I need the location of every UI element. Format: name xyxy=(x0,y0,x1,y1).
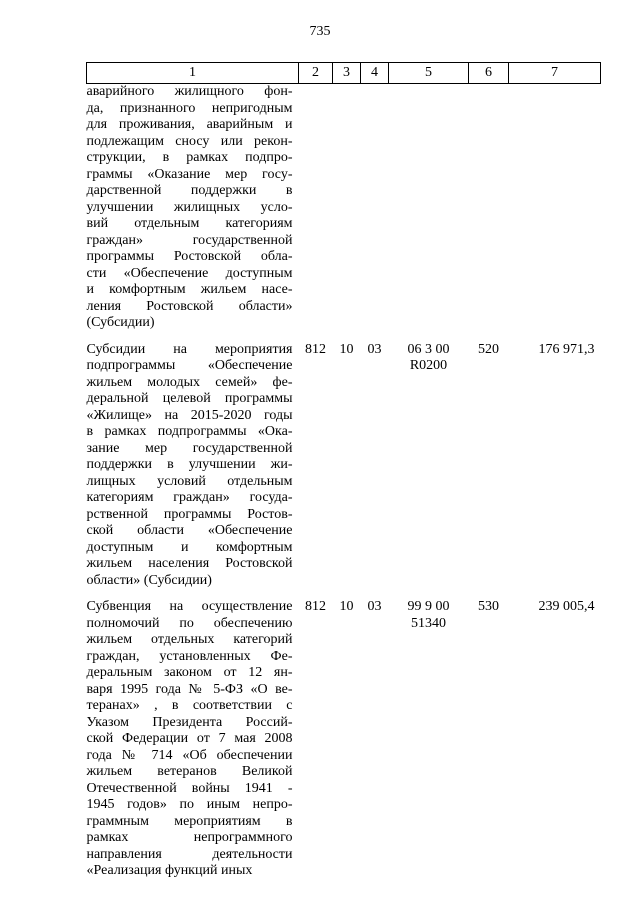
description-line: деральным законом от 12 ян- xyxy=(86,665,293,680)
description-line: зание мер государственной xyxy=(86,440,293,456)
row-amount xyxy=(509,84,601,332)
description-line: да, признанного непригодным xyxy=(86,100,293,116)
description-line: вий отдельным категориям xyxy=(86,216,293,231)
description-line: жильем населения Ростовской xyxy=(86,556,293,571)
description-line: Субвенция на осуществление xyxy=(86,599,293,614)
description-line: дарственной поддержки в xyxy=(86,183,293,198)
row-description xyxy=(87,332,299,590)
description-line: и комфортным жильем насе- xyxy=(86,282,293,297)
description-line: жильем молодых семей» фе- xyxy=(86,374,293,390)
description-line: в рамках подпрограммы «Ока- xyxy=(86,424,293,439)
description-line: доступным и комфортным xyxy=(86,539,293,555)
description-line: граммным мероприятиям в xyxy=(86,813,293,829)
row-expense-type-code: 530 xyxy=(478,599,499,614)
description-line: рственной программы Ростов- xyxy=(86,506,293,522)
row-expense-type-code: 520 xyxy=(478,341,499,357)
row-subsection-code: 03 xyxy=(367,599,382,614)
column-header-5: 5 xyxy=(389,63,469,84)
description-line: рамках непрограммного xyxy=(86,830,293,845)
row-subsection-code: 03 xyxy=(367,341,382,357)
description-line: лищных условий отдельным xyxy=(86,473,293,489)
description-line: струкции, в рамках подпро- xyxy=(86,150,293,165)
description-line: теранах» , в соответствии с xyxy=(86,698,293,713)
description-line: улучшении жилищных усло- xyxy=(86,199,293,215)
table-body xyxy=(87,84,601,880)
row-subsection-code xyxy=(361,84,389,332)
description-line: направления деятельности xyxy=(86,846,293,862)
description-line: аварийного жилищного фон- xyxy=(86,84,293,99)
description-line: программы Ростовской обла- xyxy=(86,249,293,264)
row-target-article-code: 99 9 00 51340 xyxy=(407,599,450,631)
row-description xyxy=(87,84,299,332)
description-line: деральной целевой программы xyxy=(86,391,293,406)
description-line: «Жилище» на 2015-2020 годы xyxy=(86,407,293,423)
column-header-4: 4 xyxy=(361,63,389,84)
description-line: поддержки в улучшении жи- xyxy=(86,457,293,472)
description-line: Указом Президента Россий- xyxy=(86,714,293,730)
column-header-7: 7 xyxy=(509,63,601,84)
description-line: подпрограммы «Обеспечение xyxy=(86,358,293,373)
row-section-code: 10 xyxy=(339,599,354,614)
row-section-code xyxy=(333,84,361,332)
table-row xyxy=(87,332,601,590)
description-line: ления Ростовской области» xyxy=(86,298,293,314)
row-ministry-code xyxy=(299,84,333,332)
description-line: полномочий по обеспечению xyxy=(86,615,293,631)
description-line: граждан» государственной xyxy=(86,232,293,248)
description-line: варя 1995 года № 5-ФЗ «О ве- xyxy=(86,681,293,697)
page-number: 735 xyxy=(309,24,331,39)
column-header-1: 1 xyxy=(87,63,299,84)
description-line: Субсидии на мероприятия xyxy=(86,341,293,357)
column-header-3: 3 xyxy=(333,63,361,84)
table-row xyxy=(87,589,601,880)
row-ministry-code: 812 xyxy=(305,599,326,614)
description-line: ской Федерации от 7 мая 2008 xyxy=(86,731,293,746)
row-ministry-code: 812 xyxy=(305,341,326,357)
description-line: жильем отдельных категорий xyxy=(86,632,293,647)
column-header-6: 6 xyxy=(469,63,509,84)
description-line: (Субсидии) xyxy=(86,315,155,330)
row-expense-type-code xyxy=(469,84,509,332)
row-target-article-code: 06 3 00 R0200 xyxy=(407,341,450,373)
description-line: граммы «Оказание мер госу- xyxy=(86,166,293,182)
description-line: 1945 годов» по иным непро- xyxy=(86,797,293,812)
row-section-code: 10 xyxy=(339,341,354,357)
description-line: жильем ветеранов Великой xyxy=(86,764,293,779)
description-line: граждан, установленных Фе- xyxy=(86,648,293,664)
table-header-row xyxy=(87,63,601,84)
description-line: Отечественной войны 1941 - xyxy=(86,780,293,796)
budget-table xyxy=(86,62,601,880)
row-amount: 176 971,3 xyxy=(538,341,595,357)
description-line: области» (Субсидии) xyxy=(86,572,212,588)
description-line: сти «Обеспечение доступным xyxy=(86,265,293,281)
description-line: для проживания, аварийным и xyxy=(86,117,293,132)
description-line: категориям граждан» госуда- xyxy=(86,490,293,505)
row-description xyxy=(87,589,299,880)
description-line: «Реализация функций иных xyxy=(86,863,253,878)
table-row xyxy=(87,84,601,332)
row-target-article-code xyxy=(389,84,469,332)
description-line: подлежащим сносу или рекон- xyxy=(86,133,293,149)
column-header-2: 2 xyxy=(299,63,333,84)
description-line: года № 714 «Об обеспечении xyxy=(86,747,293,763)
description-line: ской области «Обеспечение xyxy=(86,523,293,538)
row-amount: 239 005,4 xyxy=(538,599,595,614)
